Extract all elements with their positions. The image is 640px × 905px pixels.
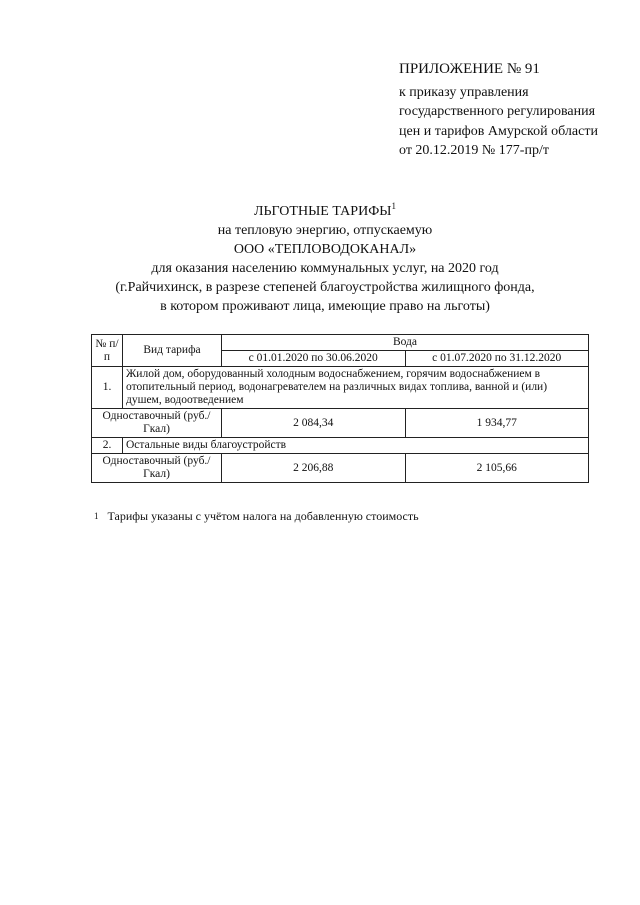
heading-line: в котором проживают лица, имеющие право на льготы) xyxy=(160,299,490,314)
tariff-value: 2 105,66 xyxy=(405,454,589,483)
heading-line: для оказания населению коммунальных услуг, на 2020 год xyxy=(151,261,499,276)
appendix-title: ПРИЛОЖЕНИЕ № 91 xyxy=(399,61,540,77)
appendix-line: государственного регулирования xyxy=(399,104,596,119)
table-row xyxy=(92,409,589,438)
document-title-text: ЛЬГОТНЫЕ ТАРИФЫ xyxy=(254,204,392,219)
header-period-2: с 01.07.2020 по 31.12.2020 xyxy=(405,351,589,367)
footnote xyxy=(94,509,419,523)
footnote-text: Тарифы указаны с учётом налога на добавленную стоимость xyxy=(107,509,419,523)
document-heading xyxy=(60,202,590,316)
header-water: Вода xyxy=(222,335,589,351)
section-num: 1. xyxy=(92,367,123,409)
heading-line: на тепловую энергию, отпускаемую xyxy=(217,223,433,238)
tariff-value: 2 206,88 xyxy=(222,454,406,483)
section-num: 2. xyxy=(92,438,123,454)
header-num: № п/п xyxy=(92,335,123,367)
section-description: Жилой дом, оборудованный холодным водоснабжением, горячим водоснабжением в отопительный период, водонагревателем на различных видах топлива, ванной и (или) душем, водоотведением xyxy=(123,367,589,409)
table-row xyxy=(92,454,589,483)
tariff-type-cell: Одноставочный (руб./Гкал) xyxy=(92,409,222,438)
footnote-mark: 1 xyxy=(94,511,99,521)
title-footnote-mark: 1 xyxy=(391,201,396,211)
appendix-line: от 20.12.2019 № 177-пр/т xyxy=(399,143,549,158)
tariff-table xyxy=(91,334,589,483)
heading-line: (г.Райчихинск, в разрезе степеней благоустройства жилищного фонда, xyxy=(115,280,535,295)
heading-line: ООО «ТЕПЛОВОДОКАНАЛ» xyxy=(233,242,417,257)
header-tariff-type: Вид тарифа xyxy=(123,335,222,367)
appendix-line: к приказу управления xyxy=(399,84,529,100)
section-description: Остальные виды благоустройств xyxy=(123,438,589,454)
document-title xyxy=(60,202,590,221)
tariff-value: 2 084,34 xyxy=(222,409,406,438)
header-period-1: с 01.01.2020 по 30.06.2020 xyxy=(222,351,406,367)
appendix-line: цен и тарифов Амурской области xyxy=(399,123,598,139)
tariff-type-cell: Одноставочный (руб./Гкал) xyxy=(92,454,222,483)
table-row xyxy=(92,438,589,454)
appendix-block xyxy=(399,60,629,161)
table-row xyxy=(92,367,589,409)
table-header-row xyxy=(92,335,589,351)
tariff-value: 1 934,77 xyxy=(405,409,589,438)
